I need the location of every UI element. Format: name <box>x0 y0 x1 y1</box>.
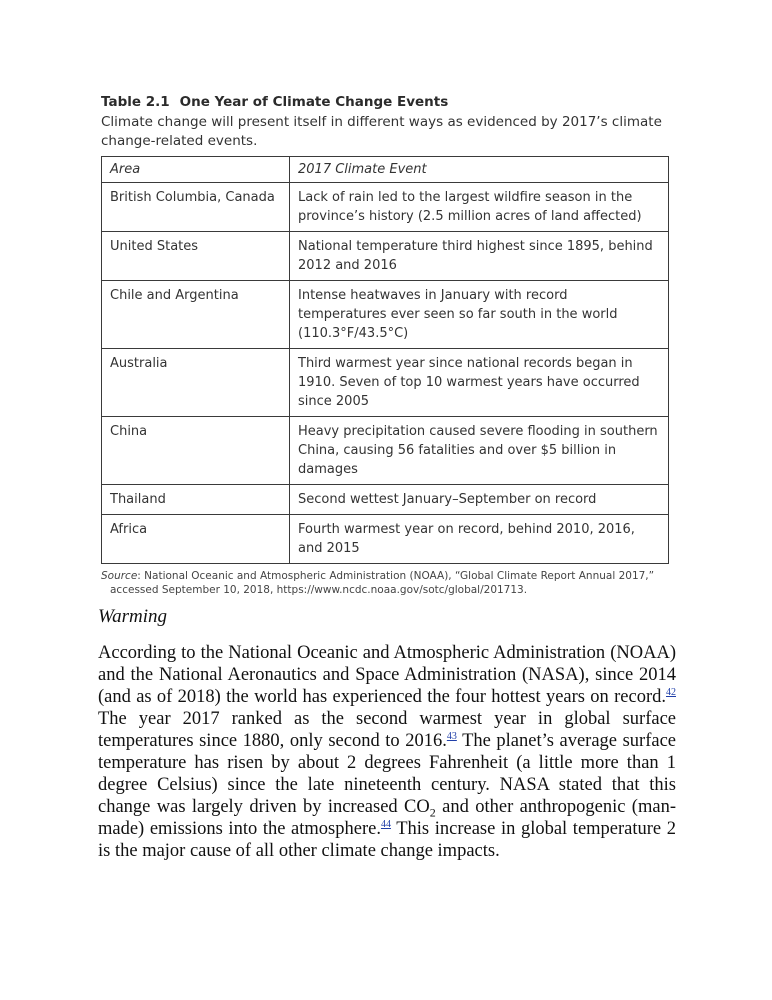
event-cell: Third warmest year since national records began in 1910. Seven of top 10 warmest years have occurred since 2005 <box>290 349 669 417</box>
table-row <box>102 183 669 232</box>
table-row <box>102 349 669 417</box>
table-title: One Year of Climate Change Events <box>179 94 449 110</box>
area-cell: China <box>102 417 290 485</box>
footnote-link-42[interactable]: 42 <box>666 686 676 698</box>
climate-events-table <box>101 156 669 564</box>
event-cell: Heavy precipitation caused severe flooding in southern China, causing 56 fatalities and over $5 billion in damages <box>290 417 669 485</box>
table-header-row <box>102 157 669 183</box>
warming-section <box>98 604 676 862</box>
event-cell: Second wettest January–September on record <box>290 485 669 515</box>
source-label: Source <box>101 570 138 582</box>
source-text: : National Oceanic and Atmospheric Administration (NOAA), “Global Climate Report Annual 2017,” accessed September 10, 2018, https://www.ncdc.noaa.gov/sotc/global/201713. <box>110 570 655 596</box>
area-cell: Africa <box>102 515 290 564</box>
area-cell: Thailand <box>102 485 290 515</box>
area-cell: British Columbia, Canada <box>102 183 290 232</box>
area-cell: United States <box>102 232 290 281</box>
paragraph-text-3: The planet’s average surface temperature has risen by about 2 degrees Fahrenheit (a little more than 1 degree Celsius) since the late nineteenth century. NASA stated that this change was largely driven by increased CO <box>98 731 676 817</box>
table-source-note <box>101 569 671 597</box>
column-header-area: Area <box>102 157 290 183</box>
table-row <box>102 515 669 564</box>
paragraph-text-2: The year 2017 ranked as the second warmest year in global surface temperatures since 1880, only second to 2016. <box>98 709 676 751</box>
event-cell: Lack of rain led to the largest wildfire season in the province’s history (2.5 million acres of land affected) <box>290 183 669 232</box>
co2-subscript: 2 <box>429 805 436 820</box>
table-label: Table 2.1 <box>101 94 170 110</box>
area-cell: Australia <box>102 349 290 417</box>
body-paragraph <box>98 642 676 862</box>
table-block <box>101 92 671 597</box>
event-cell: National temperature third highest since 1895, behind 2012 and 2016 <box>290 232 669 281</box>
paragraph-text-4: and other anthropogenic (man-made) emissions into the atmosphere. <box>98 797 676 839</box>
table-row <box>102 281 669 349</box>
paragraph-text-1: According to the National Oceanic and Atmospheric Administration (NOAA) and the National Aeronautics and Space Administration (NASA), since 2014 (and as of 2018) the world has experienced the four hottest years on record. <box>98 643 676 707</box>
area-cell: Chile and Argentina <box>102 281 290 349</box>
event-cell: Fourth warmest year on record, behind 2010, 2016, and 2015 <box>290 515 669 564</box>
table-description: Climate change will present itself in different ways as evidenced by 2017’s climate change-related events. <box>101 114 662 149</box>
table-row <box>102 232 669 281</box>
footnote-link-43[interactable]: 43 <box>446 730 457 742</box>
table-row <box>102 485 669 515</box>
table-caption <box>101 92 671 112</box>
column-header-event: 2017 Climate Event <box>290 157 669 183</box>
footnote-link-44[interactable]: 44 <box>380 818 391 830</box>
paragraph-text-5: This increase in global temperature 2 is the major cause of all other climate change impacts. <box>98 819 677 861</box>
event-cell: Intense heatwaves in January with record temperatures ever seen so far south in the world (110.3°F/43.5°C) <box>290 281 669 349</box>
table-row <box>102 417 669 485</box>
section-heading: Warming <box>98 606 167 627</box>
